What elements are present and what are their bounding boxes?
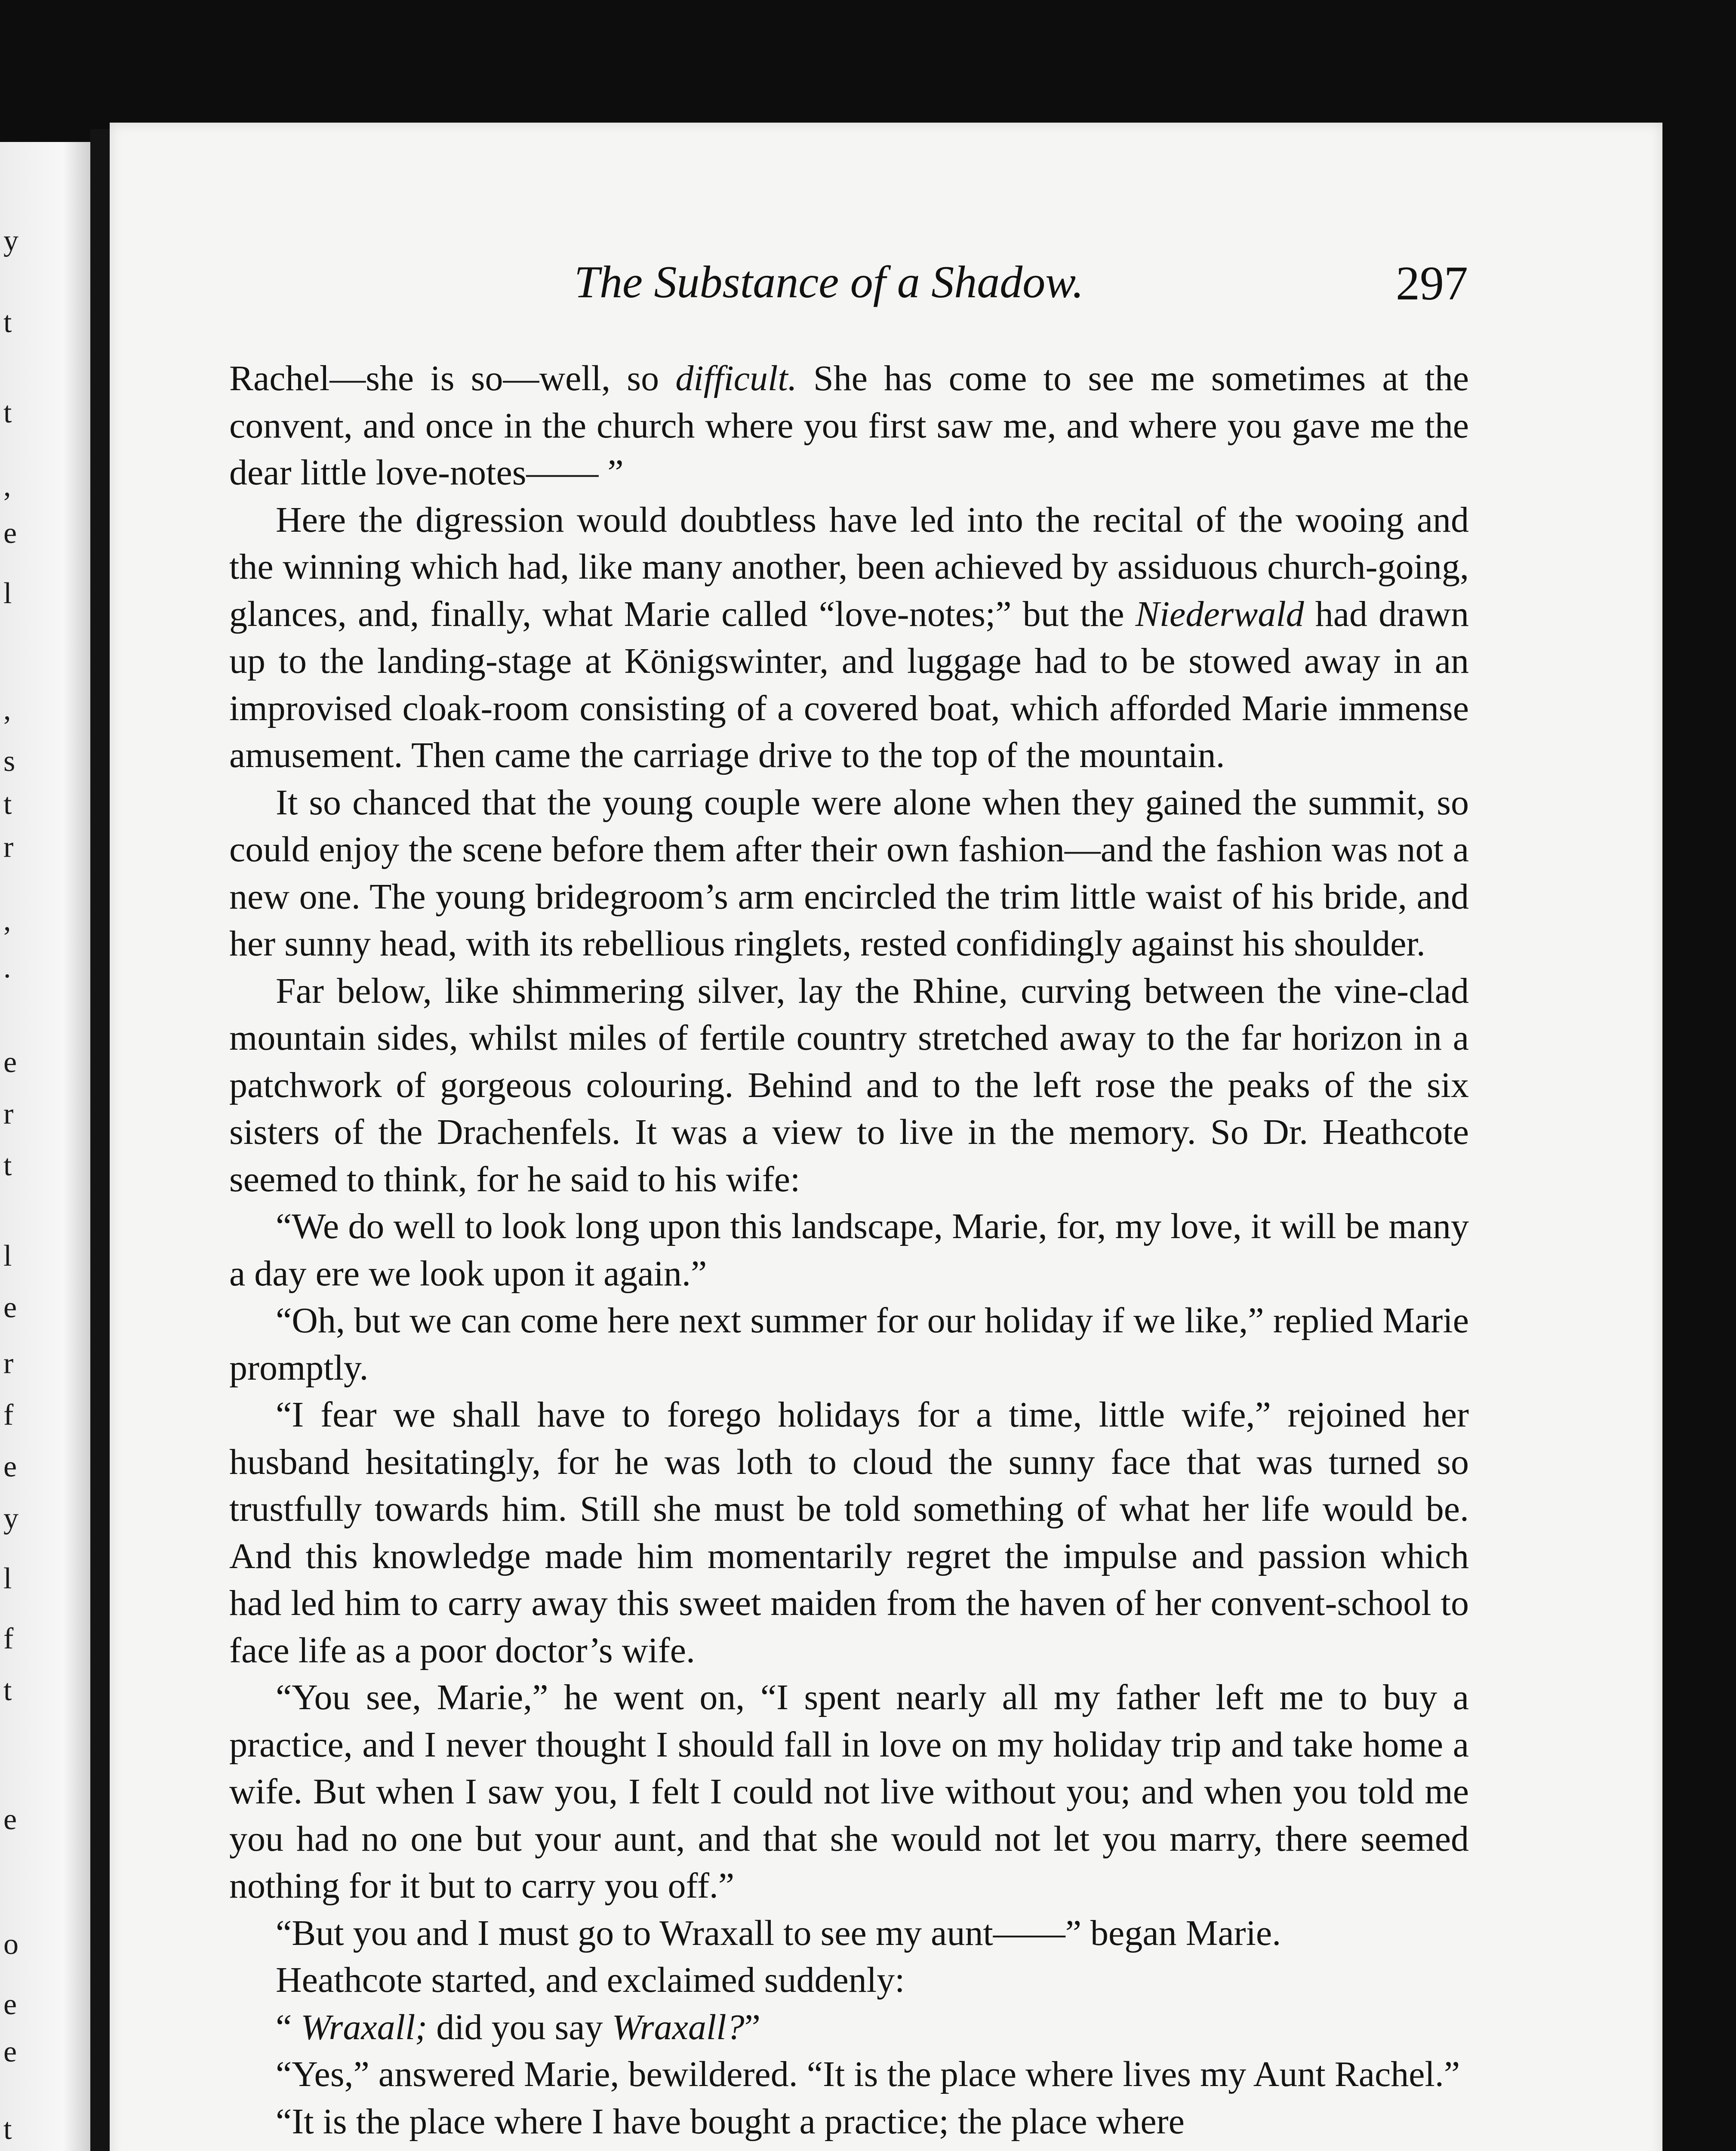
body-text <box>229 355 1469 2145</box>
running-title: The Substance of a Shadow. <box>574 257 1084 307</box>
facing-page-letter: r <box>3 1097 14 1131</box>
text-run: “I fear we shall have to forego holidays for a time, little wife,” rejoined her husband hesitatingly, for he was loth to cloud the sunny face that was turned so trustfully towards him. Still she must be told something of what her life would be. And this knowledge made him momentarily regret the impulse and passion which had led him to carry away this sweet maiden from the haven of her convent-school to face life as a poor doctor’s wife. <box>229 1395 1469 1670</box>
facing-page-letter: . <box>3 951 11 984</box>
text-run: “Yes,” answered Marie, bewildered. “It is the place where lives my Aunt Rachel.” <box>276 2054 1460 2094</box>
facing-page-letter: o <box>3 1928 18 1961</box>
text-run: “It is the place where I have bought a practice; the place where <box>276 2101 1185 2142</box>
page-header <box>110 252 1662 316</box>
text-run: did you say <box>427 2007 612 2047</box>
italic-text: Wraxall; <box>301 2007 428 2047</box>
facing-page-letter: e <box>3 517 17 550</box>
paragraph <box>229 496 1469 779</box>
book-page <box>110 123 1662 2151</box>
paragraph <box>229 779 1469 968</box>
paragraph <box>229 2004 1469 2051</box>
facing-page-letter: e <box>3 1291 17 1324</box>
paragraph <box>229 1674 1469 1910</box>
paragraph <box>229 1957 1469 2004</box>
facing-page-letter: t <box>3 1149 12 1182</box>
facing-page-letter: , <box>3 693 11 726</box>
text-run: She has come to see me sometimes at the convent, and once in the church where you first saw me, and where you gave me the dear little love-notes—— ” <box>229 358 1469 493</box>
text-run: “ <box>276 2007 301 2047</box>
paragraph <box>229 968 1469 1203</box>
italic-text: difficult. <box>675 358 797 398</box>
facing-page-letter: f <box>3 1622 14 1655</box>
facing-page-letter: f <box>3 1399 14 1432</box>
facing-page-letter: t <box>3 1674 12 1707</box>
text-run: Here the digression would doubtless have led into the recital of the wooing and the winning which had, like many another, been achieved by assiduous church-going, glances, and, finally, what Marie called “love-notes;” but the <box>229 499 1469 634</box>
paragraph <box>229 1203 1469 1297</box>
facing-page-letter: e <box>3 1046 17 1079</box>
paragraph <box>229 2051 1469 2098</box>
paragraph <box>229 355 1469 496</box>
paragraph <box>229 1910 1469 1957</box>
text-run: It so chanced that the young couple were alone when they gained the summit, so could enjoy the scene before them after their own fashion—and the fashion was not a new one. The young bridegroom’s arm encircled the trim little waist of his bride, and her sunny head, with its rebellious ringlets, rested confidingly against his shoulder. <box>229 782 1469 964</box>
facing-page-letter: e <box>3 1803 17 1836</box>
text-run: Far below, like shimmering silver, lay the Rhine, curving between the vine-clad mountain sides, whilst miles of fertile country stretched away to the far horizon in a patchwork of gorgeous colouring. Behind and to the left rose the peaks of the six sisters of the Drachenfels. It was a view to live in the memory. So Dr. Heathcote seemed to think, for he said to his wife: <box>229 971 1469 1199</box>
facing-page-letter: l <box>3 1562 12 1595</box>
paragraph <box>229 1297 1469 1391</box>
text-run: Heathcote started, and exclaimed suddenly: <box>276 1960 905 2000</box>
text-run: Rachel—she is so—well, so <box>229 358 676 398</box>
facing-page-letter: e <box>3 2035 17 2068</box>
facing-page-letter: t <box>3 396 12 429</box>
facing-page-letter: l <box>3 577 12 610</box>
paragraph <box>229 1391 1469 1674</box>
facing-page-letter: r <box>3 1347 14 1380</box>
facing-page-letters <box>3 142 29 2151</box>
text-run: “But you and I must go to Wraxall to see my aunt——” began Marie. <box>276 1913 1281 1953</box>
facing-page-letter: r <box>3 831 14 864</box>
text-run: had drawn up to the landing-stage at Königswinter, and luggage had to be stowed away in an improvised cloak-room consisting of a covered boat, which afforded Marie immense amusement. Then came the carriage drive to the top of the mountain. <box>229 594 1469 775</box>
facing-page-letter: s <box>3 745 15 778</box>
facing-page-letter: t <box>3 306 12 339</box>
text-run: “Oh, but we can come here next summer for our holiday if we like,” replied Marie promptly. <box>229 1300 1469 1388</box>
facing-page-letter: t <box>3 2113 12 2146</box>
facing-page-letter: y <box>3 1502 18 1535</box>
text-run: ” <box>744 2007 760 2047</box>
facing-page-letter: , <box>3 904 11 937</box>
text-run: “We do well to look long upon this landscape, Marie, for, my love, it will be many a day ere we look upon it again.” <box>229 1206 1469 1294</box>
facing-page-letter: t <box>3 788 12 821</box>
page-number: 297 <box>1396 257 1468 310</box>
facing-page-letter: e <box>3 1450 17 1483</box>
paragraph <box>229 2098 1469 2145</box>
italic-text: Niederwald <box>1135 594 1304 634</box>
facing-page-edge <box>0 142 90 2151</box>
facing-page-letter: l <box>3 1239 12 1273</box>
facing-page-letter: e <box>3 1988 17 2021</box>
facing-page-letter: , <box>3 469 11 502</box>
text-run: “You see, Marie,” he went on, “I spent nearly all my father left me to buy a practice, and I never thought I should fall in love on my holiday trip and take home a wife. But when I saw you, I felt I could not live without you; and when you told me you had no one but your aunt, and that she would not let you marry, there seemed nothing for it but to carry you off.” <box>229 1677 1469 1906</box>
facing-page-letter: y <box>3 224 18 257</box>
italic-text: Wraxall? <box>612 2007 745 2047</box>
